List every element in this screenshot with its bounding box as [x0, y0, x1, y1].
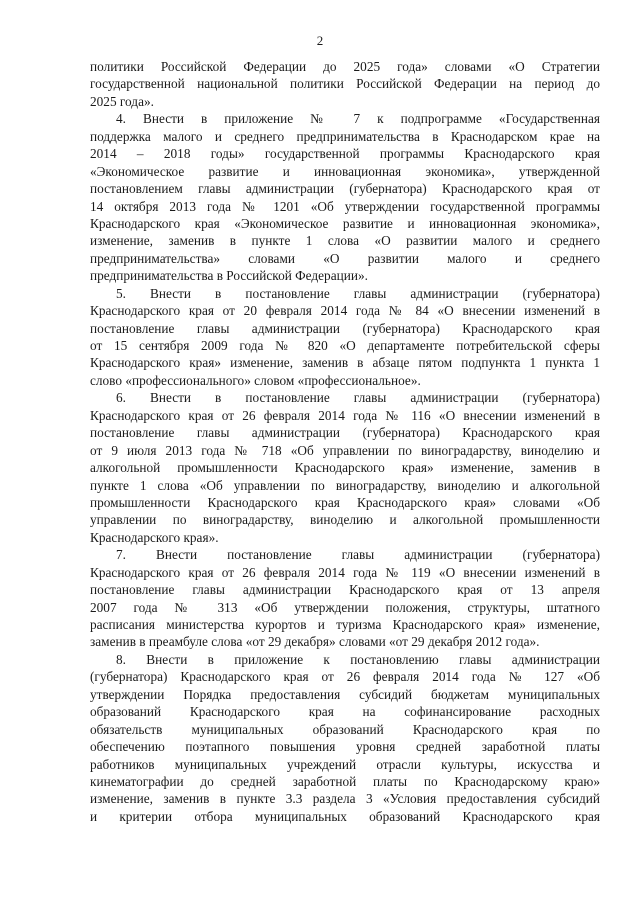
text-line: изменение, заменив в пункте 1 слова «О развитии малого и среднего	[90, 233, 600, 249]
paragraph	[90, 389, 600, 546]
text-line: 4. Внести в приложение № 7 к подпрограмме «Государственная	[116, 111, 600, 127]
text-line: государственной национальной политики Российской Федерации на период до	[90, 76, 600, 92]
document-body	[90, 58, 600, 825]
page-number: 2	[316, 33, 324, 48]
text-line: 8. Внести в приложение к постановлению главы администрации	[116, 651, 600, 667]
text-line: обязательств муниципальных образований Краснодарского края по	[90, 721, 600, 737]
text-line: 14 октября 2013 года № 1201 «Об утверждении государственной программы	[90, 198, 600, 214]
text-line: расписания министерства курортов и туризма Краснодарского края» изменение,	[90, 617, 600, 632]
text-line: работников муниципальных учреждений отрасли культуры, искусства и	[90, 756, 600, 772]
paragraph	[90, 58, 600, 110]
text-line: «Экономическое развитие и инновационная экономика», утвержденной	[90, 163, 600, 179]
text-line: от 15 сентября 2009 года № 820 «О департаменте потребительской сферы	[90, 338, 600, 353]
text-line: управлении по виноградарству, виноделию и алкогольной промышленности	[90, 512, 600, 528]
text-line: постановление главы администрации (губернатора) Краснодарского края	[90, 425, 600, 441]
text-line: утверждении Порядка предоставления субсидий бюджетам муниципальных	[90, 686, 600, 702]
text-line: и критерии отбора муниципальных образований Краснодарского края	[90, 808, 600, 824]
text-line: постановлением главы администрации (губернатора) Краснодарского края от	[90, 181, 600, 197]
text-line: предпринимательства в Российской Федерации».	[90, 268, 368, 284]
text-line: обеспечению поэтапного повышения уровня средней заработной платы	[90, 739, 600, 755]
text-line: Краснодарского края» изменение, заменив в абзаце пятом подпункта 1 пункта 1	[90, 355, 600, 371]
text-line: Краснодарского края «Экономическое развитие и инновационная экономика»,	[90, 215, 600, 231]
text-line: политики Российской Федерации до 2025 года» словами «О Стратегии	[90, 59, 600, 74]
text-line: 6. Внести в постановление главы администрации (губернатора)	[116, 390, 600, 406]
paragraph	[90, 651, 600, 825]
text-line: пункте 1 слова «Об управлении по виноградарству, виноделию и алкогольной	[90, 477, 600, 493]
text-line: предпринимательства» словами «О развитии малого и среднего	[90, 250, 600, 266]
text-line: Краснодарского края».	[90, 529, 219, 545]
paragraph	[90, 110, 600, 284]
text-line: алкогольной промышленности Краснодарского края» изменение, заменив в	[90, 460, 600, 476]
paragraph	[90, 546, 600, 651]
paragraph	[90, 285, 600, 390]
text-line: изменение, заменив в пункте 3.3 раздела 3 «Условия предоставления субсидий	[90, 791, 600, 807]
text-line: поддержка малого и среднего предпринимательства в Краснодарском крае на	[90, 128, 600, 144]
text-line: постановление главы администрации Краснодарского края от 13 апреля	[90, 582, 600, 598]
text-line: образований Краснодарского края на софинансирование расходных	[90, 704, 600, 720]
text-line: 2007 года № 313 «Об утверждении положения, структуры, штатного	[90, 599, 600, 615]
text-line: 2025 года».	[90, 93, 154, 109]
text-line: Краснодарского края от 20 февраля 2014 года № 84 «О внесении изменений в	[90, 303, 600, 319]
text-line: от 9 июля 2013 года № 718 «Об управлении по виноградарству, виноделию и	[90, 442, 600, 458]
text-line: Краснодарского края от 26 февраля 2014 года № 116 «О внесении изменений в	[90, 407, 600, 423]
text-line: 7. Внести постановление главы администрации (губернатора)	[116, 547, 600, 563]
text-line: Краснодарского края от 26 февраля 2014 года № 119 «О внесении изменений в	[90, 564, 600, 580]
text-line: заменив в преамбуле слова «от 29 декабря» словами «от 29 декабря 2012 года».	[90, 634, 540, 650]
text-line: 2014 – 2018 годы» государственной программы Краснодарского края	[90, 146, 600, 162]
text-line: промышленности Краснодарского края Краснодарского края» словами «Об	[90, 494, 600, 510]
text-line: кинематографии до средней заработной платы по Краснодарскому краю»	[90, 773, 600, 789]
text-line: (губернатора) Краснодарского края от 26 февраля 2014 года № 127 «Об	[90, 669, 600, 685]
text-line: слово «профессионального» словом «профессиональное».	[90, 372, 421, 388]
text-line: постановление главы администрации (губернатора) Краснодарского края	[90, 320, 600, 336]
text-line: 5. Внести в постановление главы администрации (губернатора)	[116, 285, 600, 301]
